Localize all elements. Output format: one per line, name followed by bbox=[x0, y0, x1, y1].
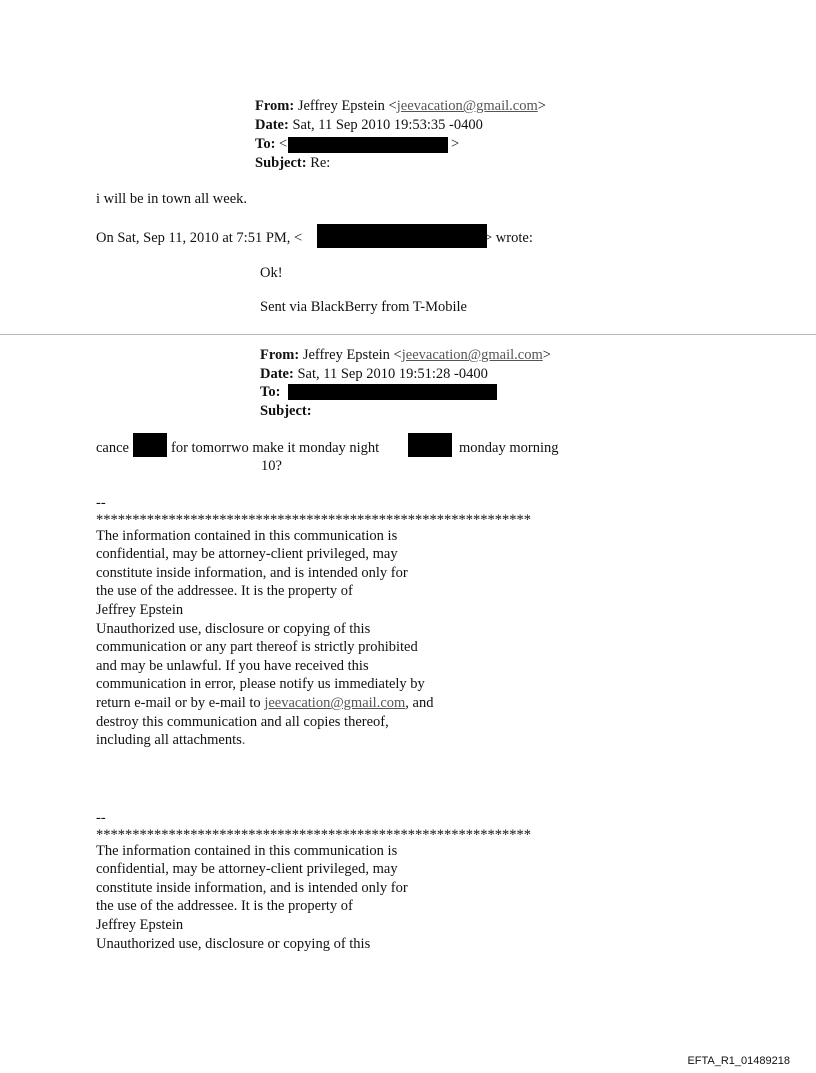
signature-dash: -- bbox=[96, 810, 106, 826]
from-line bbox=[260, 346, 551, 364]
to-close: > bbox=[451, 136, 460, 152]
redaction-box bbox=[317, 224, 487, 248]
disclaimer-line: communication or any part thereof is strictly prohibited bbox=[96, 639, 418, 656]
to-line bbox=[255, 135, 287, 153]
stars-line: ************************************************************ bbox=[96, 511, 531, 528]
quote-attribution-prefix: On Sat, Sep 11, 2010 at 7:51 PM, < bbox=[96, 230, 303, 246]
stars-line: ************************************************************ bbox=[96, 826, 531, 843]
from-email-link[interactable]: jeevacation@gmail.com bbox=[396, 98, 538, 114]
subject-label: Subject: bbox=[260, 403, 312, 419]
disclaimer-line: communication in error, please notify us immediately by bbox=[96, 676, 425, 693]
message-divider bbox=[0, 334, 816, 335]
disclaimer-line: confidential, may be attorney-client privileged, may bbox=[96, 546, 398, 563]
body-segment: for tomorrwo make it monday night bbox=[171, 440, 380, 456]
date-value: Sat, 11 Sep 2010 19:53:35 -0400 bbox=[292, 117, 483, 133]
date-line bbox=[255, 116, 483, 134]
redaction-box bbox=[288, 137, 448, 153]
disclaimer-line: and may be unlawful. If you have received this bbox=[96, 657, 369, 674]
quote-attribution-suffix: > wrote: bbox=[484, 230, 533, 246]
from-email-link[interactable]: jeevacation@gmail.com bbox=[401, 347, 543, 363]
disclaimer-line: The information contained in this communication is bbox=[96, 527, 398, 544]
to-line bbox=[260, 383, 280, 401]
redaction-box bbox=[133, 433, 167, 457]
disclaimer-line: Jeffrey Epstein bbox=[96, 916, 184, 933]
disclaimer-line: constitute inside information, and is intended only for bbox=[96, 564, 408, 581]
from-close: > bbox=[537, 98, 546, 114]
signature-dash: -- bbox=[96, 495, 106, 511]
disclaimer-last-period: . bbox=[241, 732, 246, 749]
redaction-box bbox=[408, 433, 452, 457]
email-line-prefix: return e-mail or by e-mail to bbox=[96, 694, 265, 711]
disclaimer-line: the use of the addressee. It is the property of bbox=[96, 583, 353, 600]
from-name: Jeffrey Epstein < bbox=[297, 98, 397, 114]
subject-line bbox=[260, 402, 312, 420]
date-label: Date: bbox=[260, 366, 294, 382]
disclaimer-line: The information contained in this communication is bbox=[96, 842, 398, 859]
body-line: 10? bbox=[261, 458, 282, 474]
quoted-signature: Sent via BlackBerry from T-Mobile bbox=[260, 299, 467, 315]
disclaimer-line: confidential, may be attorney-client privileged, may bbox=[96, 861, 398, 878]
disclaimer-line: Unauthorized use, disclosure or copying of this bbox=[96, 620, 371, 637]
to-open: < bbox=[279, 136, 288, 152]
disclaimer-line: Jeffrey Epstein bbox=[96, 601, 184, 618]
disclaimer-line: the use of the addressee. It is the property of bbox=[96, 898, 353, 915]
date-line bbox=[260, 365, 488, 383]
body-line: i will be in town all week. bbox=[96, 191, 248, 207]
from-label: From: bbox=[260, 347, 300, 363]
body-segment: monday morning bbox=[459, 440, 559, 456]
subject-value: Re: bbox=[310, 155, 331, 171]
body-segment: cance bbox=[96, 440, 129, 456]
from-label: From: bbox=[255, 98, 295, 114]
disclaimer-email-link[interactable]: jeevacation@gmail.com bbox=[264, 694, 406, 711]
disclaimer-line: Unauthorized use, disclosure or copying of this bbox=[96, 935, 371, 952]
disclaimer-email-line bbox=[96, 694, 531, 713]
subject-label: Subject: bbox=[255, 155, 307, 171]
document-id: EFTA_R1_01489218 bbox=[687, 1055, 790, 1067]
from-name: Jeffrey Epstein < bbox=[302, 347, 402, 363]
email-line-suffix: , and bbox=[405, 694, 434, 711]
date-value: Sat, 11 Sep 2010 19:51:28 -0400 bbox=[297, 366, 488, 382]
to-label: To: bbox=[260, 384, 281, 400]
disclaimer-last-text: including all attachments bbox=[96, 732, 242, 749]
disclaimer-block bbox=[96, 809, 531, 953]
disclaimer-line: constitute inside information, and is intended only for bbox=[96, 879, 408, 896]
from-line bbox=[255, 97, 546, 115]
disclaimer-line: destroy this communication and all copies thereof, bbox=[96, 713, 389, 730]
date-label: Date: bbox=[255, 117, 289, 133]
from-close: > bbox=[542, 347, 551, 363]
to-label: To: bbox=[255, 136, 276, 152]
redaction-box bbox=[288, 384, 497, 400]
disclaimer-last-line bbox=[96, 731, 531, 750]
quoted-line: Ok! bbox=[260, 265, 283, 281]
subject-line bbox=[255, 154, 330, 172]
disclaimer-block bbox=[96, 494, 531, 750]
